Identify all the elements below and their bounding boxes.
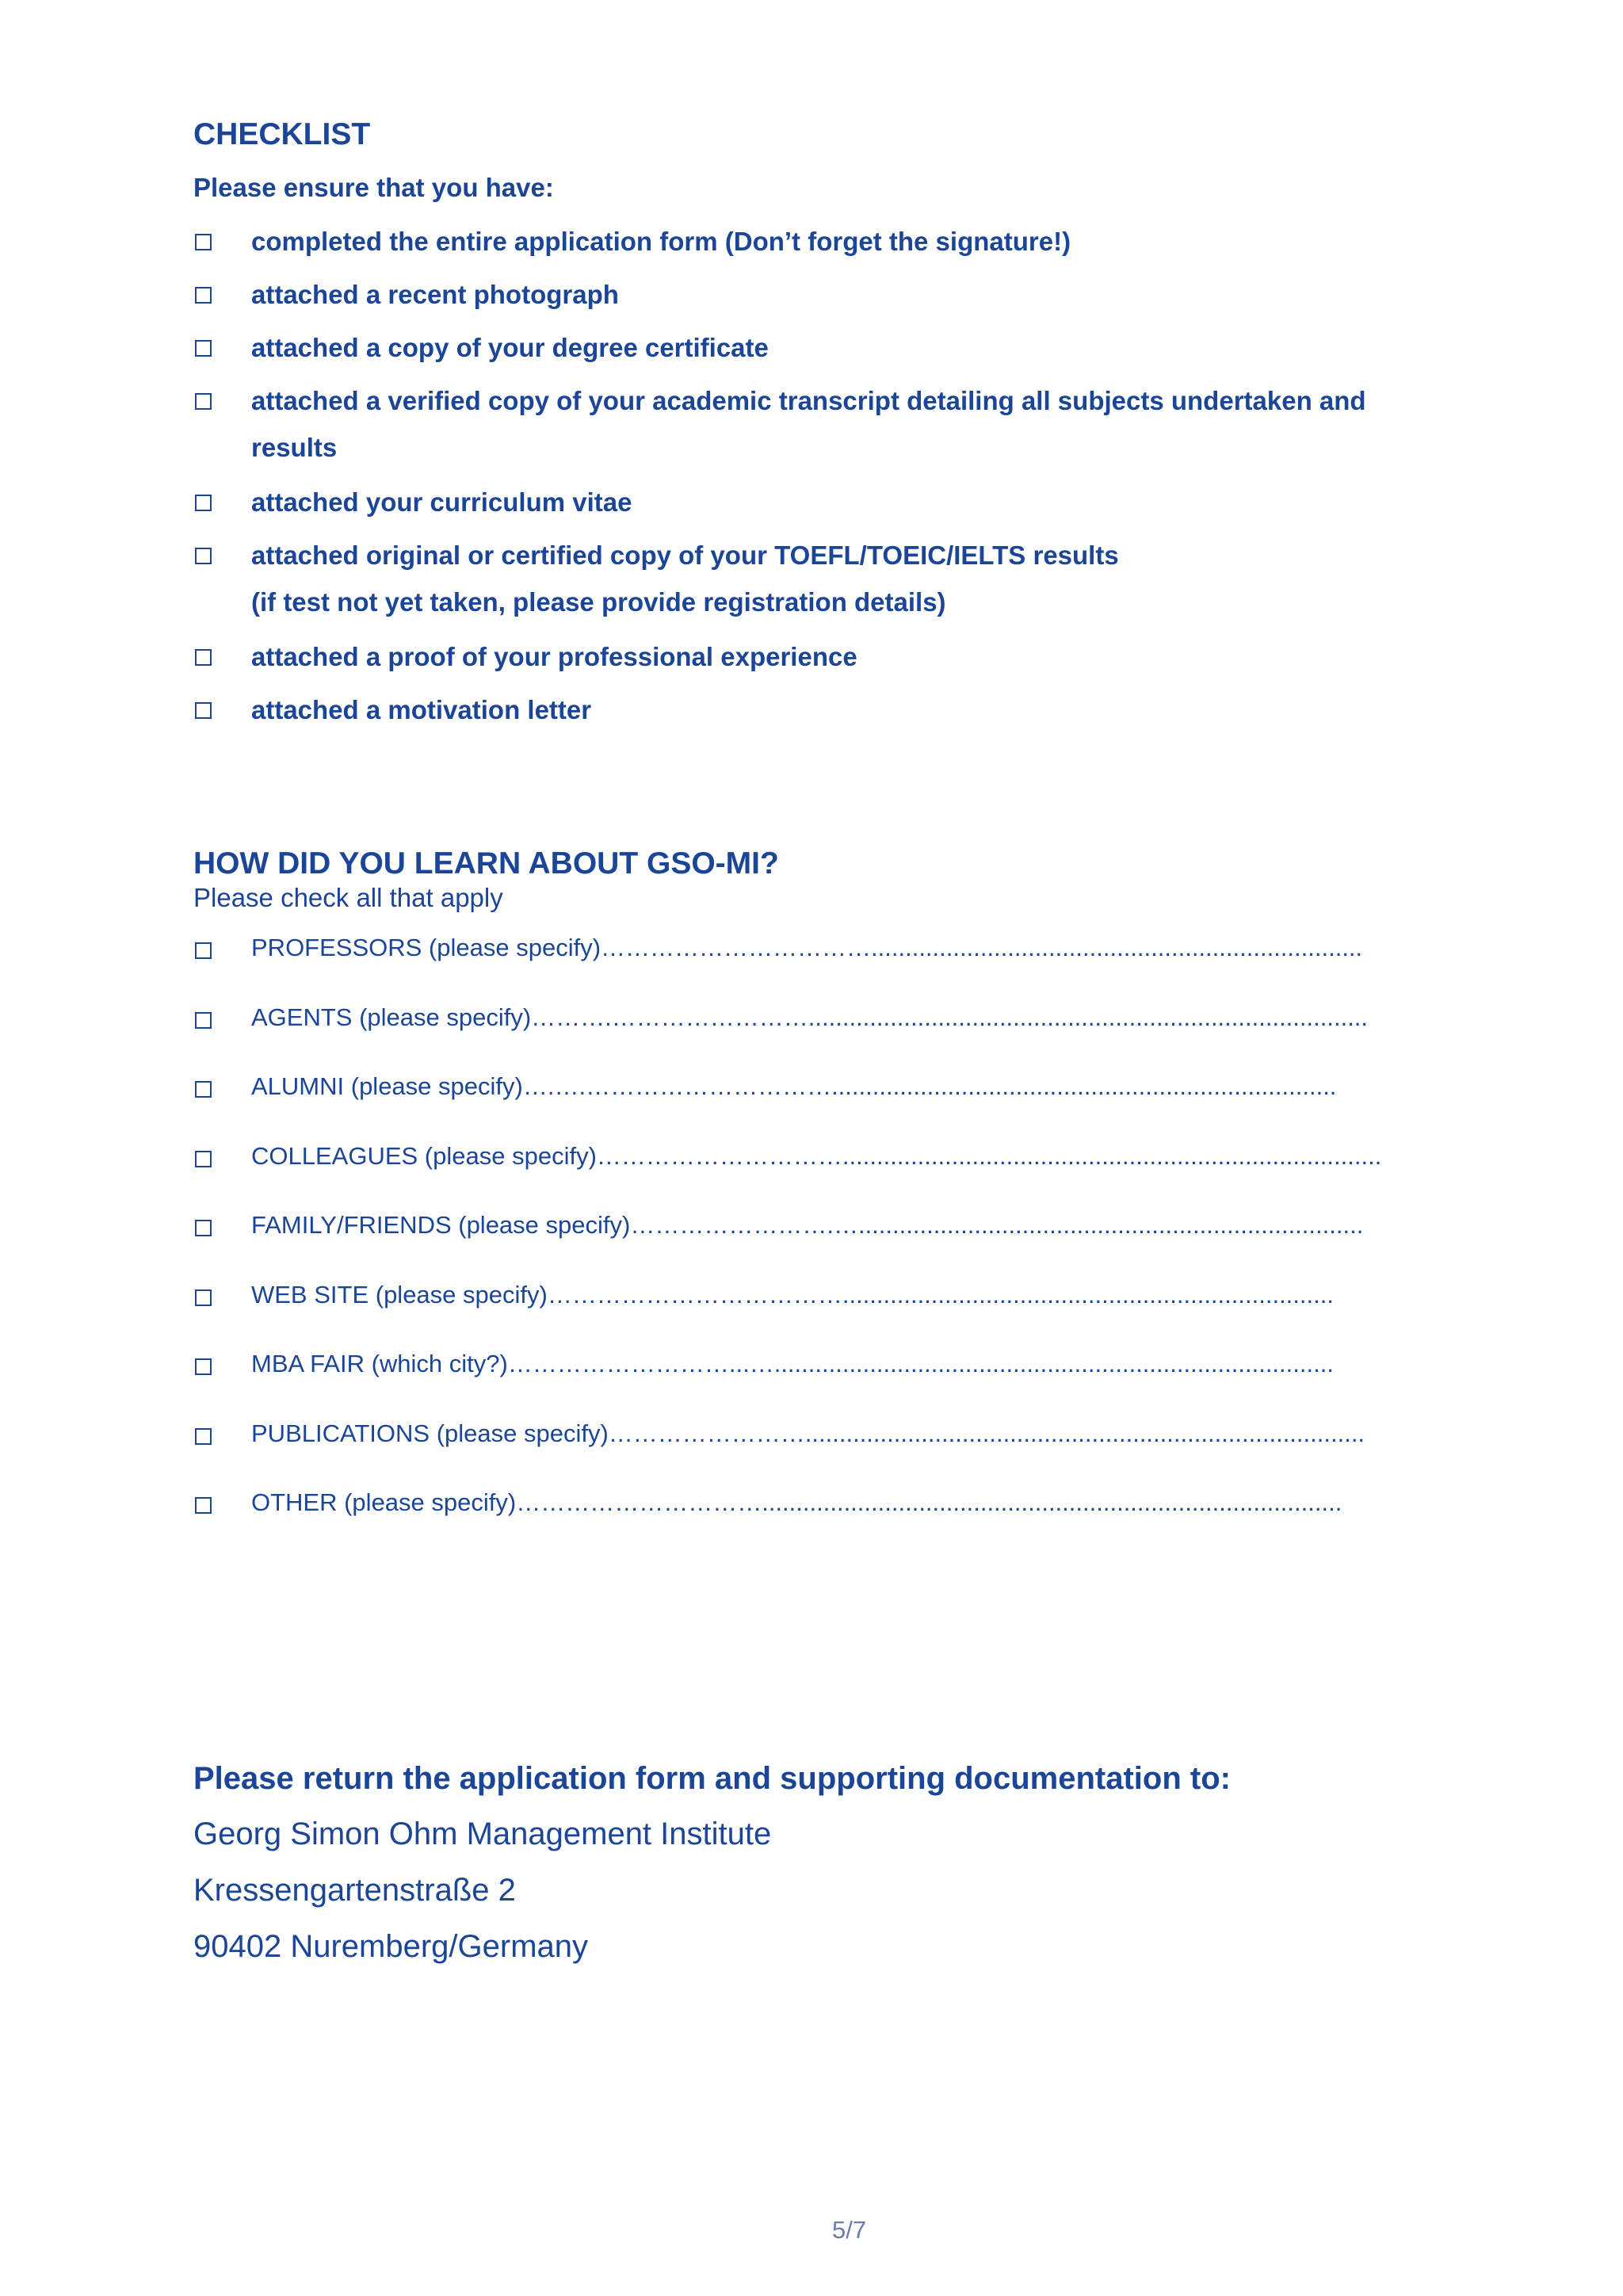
survey-option[interactable] bbox=[193, 934, 1477, 968]
checkbox[interactable] bbox=[195, 649, 212, 666]
fill-in-line[interactable]: ….….………………………….......................................................................... bbox=[522, 1072, 1337, 1100]
checkbox[interactable] bbox=[195, 1151, 212, 1167]
survey-option[interactable] bbox=[193, 1488, 1477, 1523]
checklist-item[interactable] bbox=[193, 377, 1477, 472]
fill-in-line[interactable]: …………………………..................................................................................... bbox=[516, 1488, 1342, 1516]
page-number: 5/7 bbox=[832, 2216, 867, 2244]
survey-option[interactable] bbox=[193, 1003, 1477, 1038]
return-address-heading: Please return the application form and supporting documentation to: bbox=[193, 1761, 1231, 1796]
survey-option[interactable] bbox=[193, 1072, 1477, 1107]
checklist-item-label: attached a motivation letter bbox=[251, 695, 592, 724]
return-address-street: Kressengartenstraße 2 bbox=[193, 1873, 516, 1908]
survey-option-label: ALUMNI (please specify)….….………………………….......................................................................... bbox=[251, 1072, 1337, 1100]
checklist-title: CHECKLIST bbox=[193, 117, 371, 151]
checkbox[interactable] bbox=[195, 495, 212, 511]
checklist-item[interactable] bbox=[193, 686, 1477, 734]
checklist-item[interactable] bbox=[193, 324, 1477, 372]
survey-option-label: OTHER (please specify)…………………………..................................................................................... bbox=[251, 1488, 1342, 1516]
checkbox[interactable] bbox=[195, 287, 212, 304]
checklist-item-label: attached original or certified copy of your TOEFL/TOEIC/IELTS results bbox=[251, 541, 1119, 570]
survey-option-label: FAMILY/FRIENDS (please specify)…………………….….......................................................................... bbox=[251, 1211, 1364, 1239]
survey-option[interactable] bbox=[193, 1419, 1477, 1454]
survey-subtitle: Please check all that apply bbox=[193, 883, 503, 912]
checkbox[interactable] bbox=[195, 1428, 212, 1445]
checkbox[interactable] bbox=[195, 1220, 212, 1236]
survey-option-label: AGENTS (please specify)……….…………………….................................................................................. bbox=[251, 1003, 1369, 1031]
checkbox[interactable] bbox=[195, 1289, 212, 1306]
survey-option-label: PUBLICATIONS (please specify)…………………….................................................................................. bbox=[251, 1419, 1365, 1447]
checklist-item-label: attached your curriculum vitae bbox=[251, 487, 632, 517]
survey-option-label: MBA FAIR (which city?)………………………...….................................................................................. bbox=[251, 1350, 1334, 1377]
checklist-item-label-continued: (if test not yet taken, please provide registration details) bbox=[251, 587, 946, 617]
checklist-item-label: completed the entire application form (Don’t forget the signature!) bbox=[251, 227, 1071, 256]
checkbox[interactable] bbox=[195, 1081, 212, 1098]
survey-option[interactable] bbox=[193, 1281, 1477, 1316]
checkbox[interactable] bbox=[195, 1358, 212, 1375]
fill-in-line[interactable]: …………………………............................................................................... bbox=[596, 1142, 1382, 1170]
fill-in-line[interactable]: ……….…………………….................................................................................. bbox=[531, 1003, 1369, 1031]
checkbox[interactable] bbox=[195, 1012, 212, 1029]
checklist-item[interactable] bbox=[193, 633, 1477, 681]
survey-option-label: PROFESSORS (please specify)……………………………........................................................................ bbox=[251, 934, 1363, 961]
fill-in-line[interactable]: ………………………………........................................................................ bbox=[547, 1281, 1334, 1308]
return-address-city: 90402 Nuremberg/Germany bbox=[193, 1929, 589, 1964]
survey-option[interactable] bbox=[193, 1142, 1477, 1177]
fill-in-line[interactable]: ………………………...….................................................................................. bbox=[507, 1350, 1334, 1377]
checkbox[interactable] bbox=[195, 340, 212, 357]
survey-option[interactable] bbox=[193, 1350, 1477, 1385]
survey-title: HOW DID YOU LEARN ABOUT GSO-MI? bbox=[193, 846, 779, 881]
checklist-item-label: attached a recent photograph bbox=[251, 280, 619, 309]
survey-option-label: COLLEAGUES (please specify)…………………………............................................................................... bbox=[251, 1142, 1382, 1170]
checklist-item-label: attached a proof of your professional experience bbox=[251, 642, 857, 671]
checkbox[interactable] bbox=[195, 702, 212, 719]
checklist-item[interactable] bbox=[193, 532, 1477, 627]
fill-in-line[interactable]: …………………….................................................................................. bbox=[608, 1419, 1365, 1447]
checkbox[interactable] bbox=[195, 548, 212, 564]
checklist-item-label-continued: results bbox=[251, 433, 338, 462]
return-address-institution: Georg Simon Ohm Management Institute bbox=[193, 1817, 772, 1851]
survey-option-label: WEB SITE (please specify)………………………………........................................................................ bbox=[251, 1281, 1334, 1308]
survey-option[interactable] bbox=[193, 1211, 1477, 1246]
checkbox[interactable] bbox=[195, 234, 212, 250]
fill-in-line[interactable]: …………………….….......................................................................... bbox=[630, 1211, 1364, 1239]
checklist-item-label: attached a copy of your degree certificate bbox=[251, 333, 769, 362]
checkbox[interactable] bbox=[195, 942, 212, 959]
checklist-item[interactable] bbox=[193, 271, 1477, 319]
checkbox[interactable] bbox=[195, 393, 212, 410]
checklist-intro: Please ensure that you have: bbox=[193, 173, 554, 202]
checklist-item[interactable] bbox=[193, 218, 1477, 266]
checklist-item-label: attached a verified copy of your academic transcript detailing all subjects undertaken and bbox=[251, 386, 1366, 415]
checkbox[interactable] bbox=[195, 1497, 212, 1514]
checklist-item[interactable] bbox=[193, 479, 1477, 526]
fill-in-line[interactable]: ……………………………........................................................................ bbox=[601, 934, 1363, 961]
